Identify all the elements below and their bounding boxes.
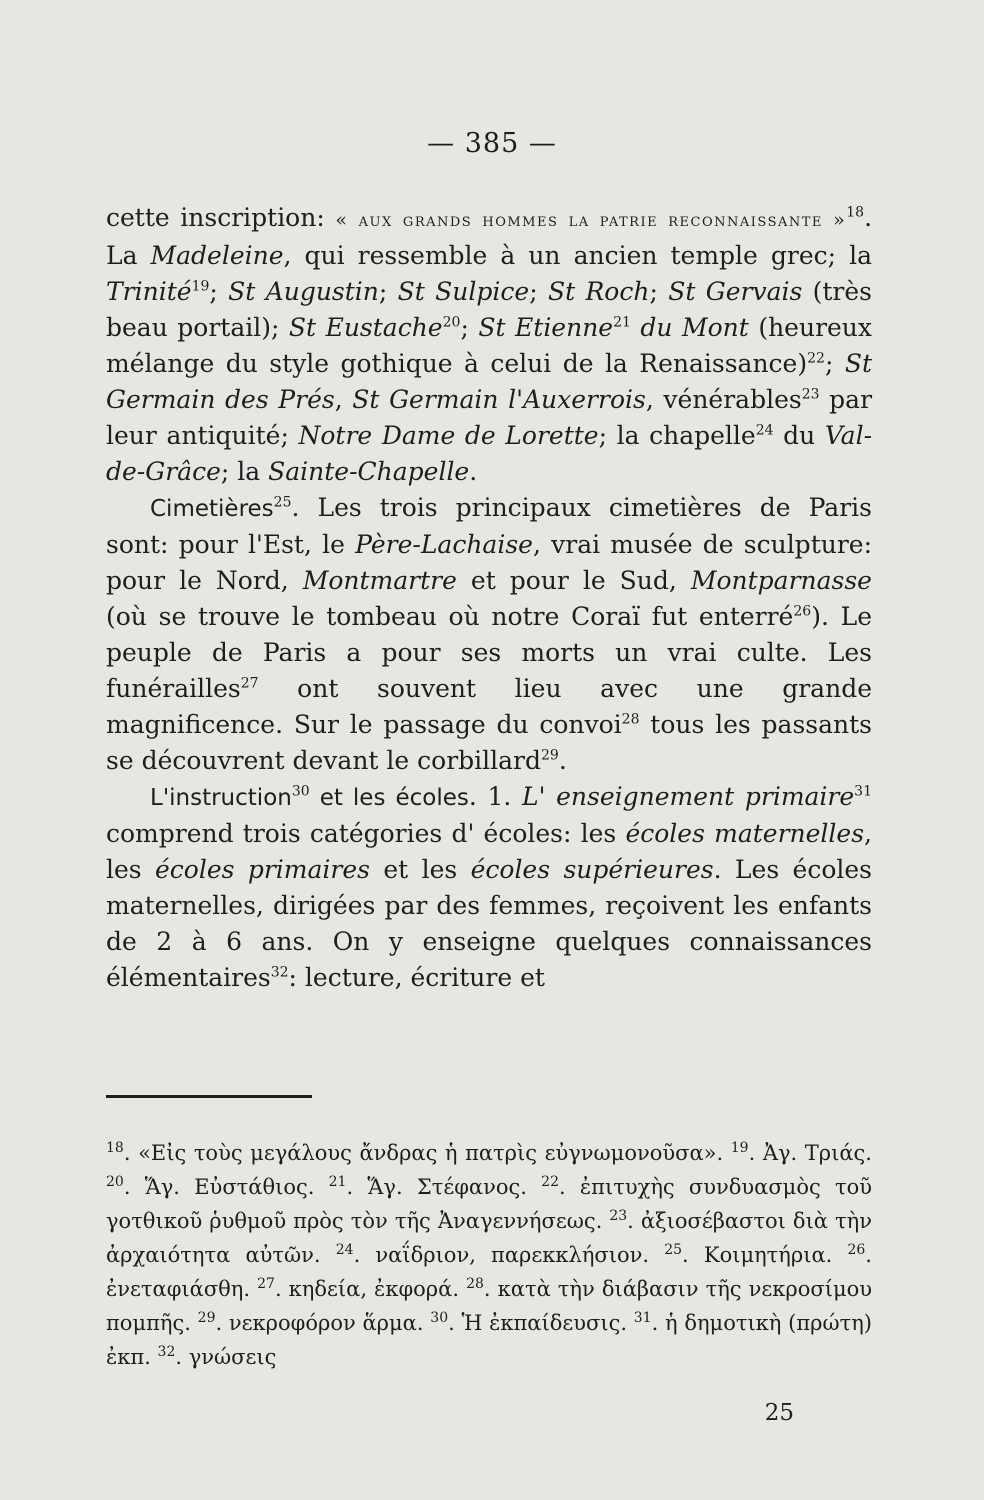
italic-name: St Eustache (288, 313, 443, 342)
footnote-text: . ἐπιτυχὴς συνδυασμὸς τοῦ γοτθικοῦ ῥυθμοῦ πρὸς τὸν τῆς Ἀναγεννήσεως. (106, 1175, 872, 1233)
italic-name: St Etienne (478, 313, 614, 342)
footnote-number: 19 (730, 1140, 749, 1156)
footnote-number: 25 (664, 1242, 683, 1258)
italic-name: Val-de-Grâce (106, 421, 873, 486)
footnote-number: 32 (157, 1344, 176, 1360)
footnote-ref: 22 (807, 350, 825, 367)
footnote-number: 18 (106, 1140, 124, 1156)
footnote-text: . ἡ δημοτικὴ (πρώτη) ἐκπ. (106, 1311, 872, 1369)
footnote-text: . Ἅγ. Εὐστάθιος. (123, 1175, 329, 1199)
text-run: , (334, 385, 353, 414)
footnote-ref: 28 (621, 711, 640, 728)
footnote-number: 20 (106, 1174, 124, 1190)
footnote-number: 23 (609, 1208, 628, 1224)
footnote-number: 31 (633, 1310, 652, 1326)
italic-name: Père-Lachaise (355, 530, 533, 559)
italic-name: St Roch (547, 277, 650, 306)
italic-term: L' enseignement primaire (522, 782, 855, 811)
footnote-text: . Ἅγ. Στέφανος. (346, 1175, 542, 1199)
text-run: du (773, 421, 825, 450)
footnote-text: . ἀξιοσέβαστοι διὰ τὴν ἀρχαιότητα αὐτῶν. (106, 1209, 873, 1267)
footnote-text: . γνώσεις (175, 1345, 277, 1369)
footnote-ref: 27 (240, 675, 259, 692)
text-run: (très beau portail); (106, 277, 873, 342)
italic-name: St Gervais (668, 277, 803, 306)
page-number: — 385 — (427, 128, 557, 159)
text-run: comprend trois catégories d' écoles: les (106, 819, 626, 848)
text-run: . (469, 457, 478, 486)
text-run: , vénérables (645, 385, 802, 414)
paragraph-cemeteries (106, 490, 872, 779)
paragraph-churches (106, 200, 872, 490)
text-run: cette inscription: (106, 203, 336, 232)
footnote-ref: 29 (541, 747, 559, 764)
italic-name: Sainte-Chapelle (268, 457, 470, 486)
italic-name: Montparnasse (690, 566, 872, 595)
footnote-ref: 25 (273, 494, 292, 511)
text-run: ; (460, 313, 479, 342)
footnote-text: . ναΐδριον, παρεκκλήσιον. (353, 1243, 665, 1267)
footnote-text: . Ἀγ. Τριάς. (748, 1141, 872, 1165)
footnote-number: 27 (257, 1276, 275, 1292)
text-run: . Les trois principaux cimetières de Paris sont: pour l'Est, le (106, 493, 872, 559)
text-run: (heureux mélange du style gothique à celui de la Renaissance) (106, 313, 873, 378)
footnote-text: . Κοιμητήρια. (682, 1243, 848, 1267)
footnote-ref: 26 (793, 603, 812, 620)
italic-name: St Sulpice (397, 277, 530, 306)
footnote-ref: 24 (755, 422, 774, 439)
text-run: . (558, 746, 567, 775)
text-run: ; (649, 277, 669, 306)
text-run: . La (106, 203, 873, 270)
italic-name: Notre Dame de Lorette (298, 421, 599, 450)
footnote-number: 22 (541, 1174, 559, 1190)
text-run: ; (378, 277, 398, 306)
footnote-ref: 19 (191, 278, 210, 295)
footnote-ref: 30 (291, 783, 310, 800)
footnote-ref: 23 (801, 386, 820, 403)
signature-mark: 25 (764, 1400, 794, 1426)
footnotes (106, 1136, 872, 1374)
footnote-text: . κατὰ τὴν διάβασιν τῆς νεκροσίμου πομπῆς. (106, 1277, 872, 1335)
body-text (106, 200, 872, 996)
footnote-text: . Ἡ ἐκπαίδευσις. (448, 1311, 634, 1335)
text-run: ; (824, 349, 845, 378)
text-run: ont souvent lieu avec une grande magnificence. Sur le passage du convoi (106, 674, 872, 739)
footnote-number: 30 (430, 1310, 449, 1326)
section-heading: L'instruction (150, 785, 292, 811)
italic-name: Montmartre (302, 566, 457, 595)
italic-term: écoles maternelles (625, 819, 865, 848)
footnote-text: . νεκροφόρον ἅρμα. (215, 1311, 431, 1335)
footnote-ref: 18 (846, 204, 865, 221)
text-run: (où se trouve le tombeau où notre Coraï fut enterré (106, 602, 794, 631)
section-heading: et les écoles (309, 785, 469, 811)
footnote-number: 28 (466, 1276, 484, 1292)
footnote-number: 21 (328, 1174, 347, 1190)
paragraph-instruction (106, 779, 872, 996)
footnote-divider (106, 1095, 312, 1098)
section-heading: Cimetières (150, 496, 274, 522)
text-run: tous les passants se découvrent devant le corbillard (106, 710, 872, 775)
text-run: , qui ressemble à un ancien temple grec; la (283, 241, 872, 270)
text-run: et pour le Sud, (456, 566, 691, 595)
footnote-ref: 20 (442, 314, 461, 331)
text-run: : lecture, écriture et (288, 963, 545, 992)
footnote-ref: 32 (270, 964, 289, 981)
footnote-text: . ἐνεταφιάσθη. (106, 1243, 872, 1301)
footnote-number: 29 (197, 1310, 216, 1326)
italic-term: écoles supérieures (470, 855, 714, 884)
text-run: ; la (220, 457, 269, 486)
footnote-ref: 31 (854, 783, 872, 800)
text-run: , les (106, 819, 872, 884)
italic-name: Trinité (106, 277, 192, 306)
italic-name: St Germain l'Auxerrois (352, 385, 646, 414)
italic-term: écoles primaires (155, 855, 370, 884)
text-run: . 1. (468, 782, 522, 811)
footnote-text: . «Εἰς τοὺς μεγάλους ἄνδρας ἡ πατρὶς εὐγνωμονοῦσα». (123, 1141, 731, 1165)
footnote-number: 24 (335, 1242, 354, 1258)
inscription-text: « aux grands hommes la patrie reconnaissante » (335, 209, 847, 231)
italic-name: St Augustin (228, 277, 379, 306)
italic-name: St Germain des Prés (106, 349, 872, 414)
footnote-text: . κηδεία, ἐκφορά. (274, 1277, 467, 1301)
text-run: . Les écoles maternelles, dirigées par des femmes, reçoivent les enfants de 2 à 6 ans. On y enseigne quelques connaissances élémentaires (106, 855, 872, 992)
text-run: par leur antiquité; (106, 385, 873, 450)
text-run: ; la chapelle (598, 421, 756, 450)
text-run: et les (369, 855, 471, 884)
footnote-ref: 21 (613, 314, 631, 331)
text-run: ; (209, 277, 229, 306)
text-run: ; (529, 277, 548, 306)
italic-name: du Mont (630, 313, 749, 342)
footnote-number: 26 (847, 1242, 866, 1258)
text-run: , vrai musée de sculpture: pour le Nord, (106, 530, 873, 595)
italic-name: Madeleine (150, 241, 284, 270)
text-run: ). Le peuple de Paris a pour ses morts un vrai culte. Les funérailles (106, 602, 872, 703)
